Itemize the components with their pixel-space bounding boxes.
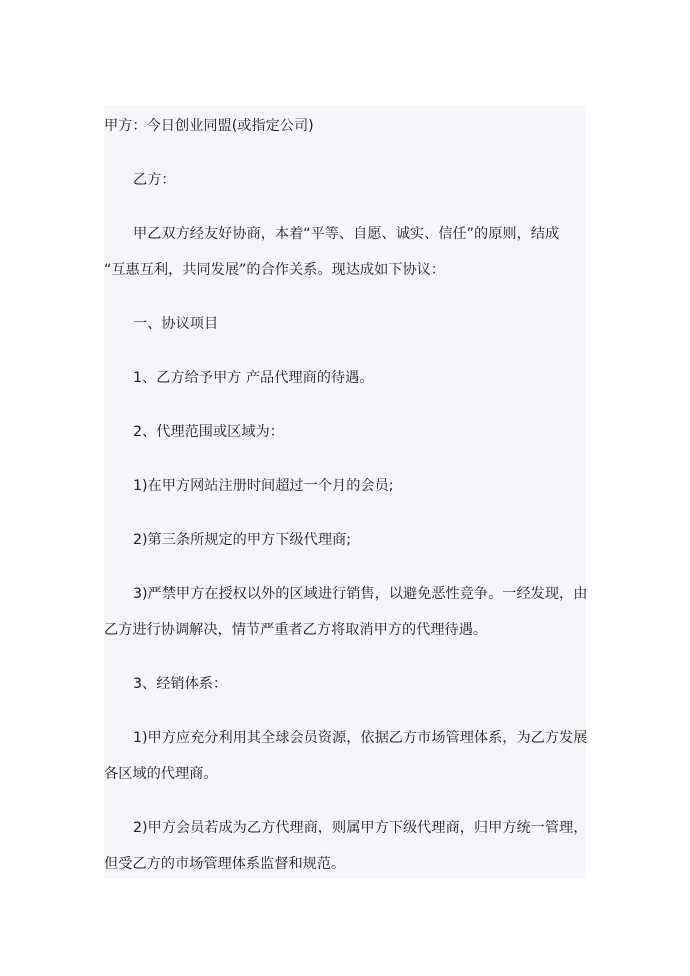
clause-3-item-1 <box>104 720 586 792</box>
party-a-line: 甲方：今日创业同盟(或指定公司) <box>104 118 314 134</box>
clause-3-item-1-line-1: 1)甲方应充分利用其全球会员资源，依据乙方市场管理体系，为乙方发展 <box>133 730 588 746</box>
clause-2-item-2: 2)第三条所规定的甲方下级代理商; <box>133 532 351 548</box>
clause-3-item-2-line-1: 2)甲方会员若成为乙方代理商，则属甲方下级代理商，归甲方统一管理， <box>133 820 588 836</box>
intro-line-1: 甲乙双方经友好协商，本着“平等、自愿、诚实、信任”的原则，结成 <box>133 226 560 242</box>
clause-2-item-1: 1)在甲方网站注册时间超过一个月的会员; <box>133 478 394 494</box>
clause-2: 2、代理范围或区域为： <box>133 424 284 440</box>
intro-paragraph <box>104 216 586 288</box>
clause-3-item-2 <box>104 810 586 882</box>
clause-2-item-3-line-2: 乙方进行协调解决，情节严重者乙方将取消甲方的代理待遇。 <box>104 622 488 638</box>
clause-2-item-3 <box>104 576 586 648</box>
intro-line-2: “互惠互利，共同发展”的合作关系。现达成如下协议： <box>104 262 446 278</box>
clause-2-item-3-line-1: 3)严禁甲方在授权以外的区域进行销售，以避免恶性竞争。一经发现，由 <box>133 586 588 602</box>
document-text-block <box>104 106 586 878</box>
clause-1: 1、乙方给予甲方 产品代理商的待遇。 <box>133 370 374 386</box>
clause-3-item-1-line-2: 各区域的代理商。 <box>104 766 218 782</box>
clause-3-item-2-line-2: 但受乙方的市场管理体系监督和规范。 <box>104 856 346 872</box>
clause-3: 3、经销体系： <box>133 676 228 692</box>
section-heading-1: 一、协议项目 <box>133 316 219 332</box>
party-b-line: 乙方： <box>133 172 176 188</box>
